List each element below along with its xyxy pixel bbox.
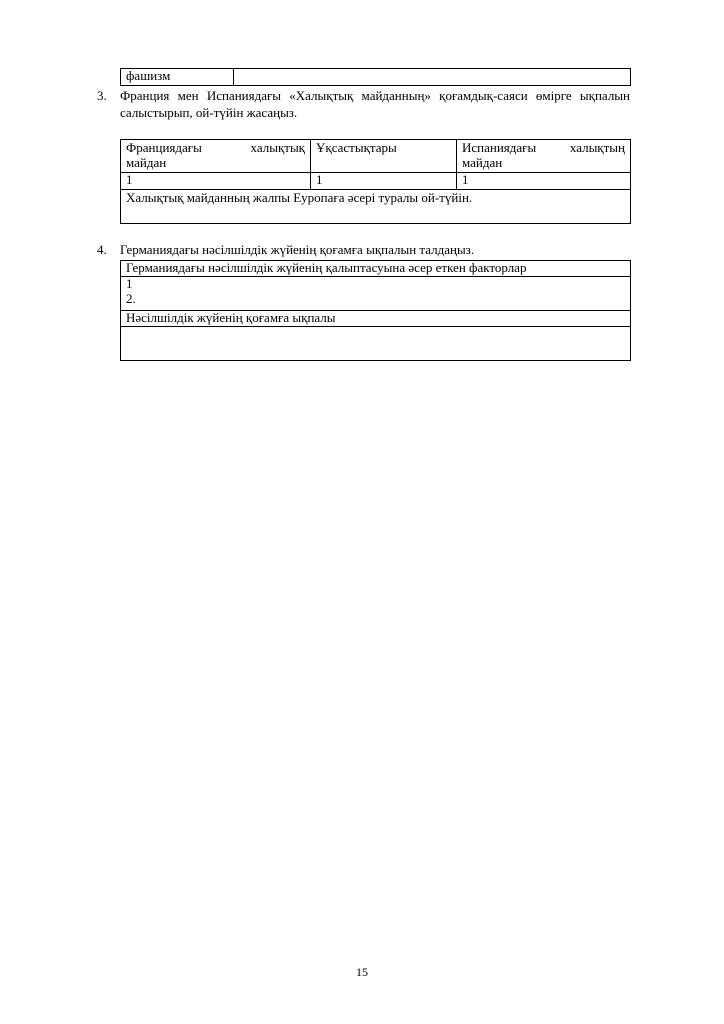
header-text: майдан: [462, 154, 503, 170]
table-header-row: [121, 261, 631, 277]
question-number: 4.: [97, 242, 107, 257]
table-row: [121, 173, 631, 190]
question-line: салыстырып, ой-түйін жасаңыз.: [120, 104, 298, 120]
question-text: Германиядағы нәсілшілдік жүйенің қоғамға ықпалын талдаңыз.: [120, 242, 475, 257]
question-line: Франция мен Испаниядағы «Халықтық майданның» қоғамдық-саяси өмірге ықпалын: [120, 88, 630, 103]
table-row: [121, 277, 631, 311]
header-text: Испаниядағы: [462, 140, 537, 155]
factors-header-cell: Германиядағы нәсілшілдік жүйенің қалыптасуына әсер еткен факторлар: [121, 261, 631, 277]
table-row: [121, 69, 631, 86]
list-item: 2.: [126, 290, 136, 306]
table-cell: фашизм: [121, 69, 234, 86]
popular-front-table: [120, 139, 631, 224]
fascism-table: [120, 68, 631, 86]
question-text: [120, 89, 630, 121]
table-cell: 1: [121, 173, 311, 190]
header-text: Ұқсастықтары: [316, 140, 397, 155]
table-row: [121, 190, 631, 224]
question-number: 3.: [97, 88, 107, 103]
table-row: [121, 327, 631, 361]
impact-header-cell: Нәсілшілдік жүйенің қоғамға ықпалы: [121, 311, 631, 327]
list-item: 1: [126, 276, 133, 291]
table-header-row: [121, 140, 631, 173]
factors-list-cell: [121, 277, 631, 311]
header-cell-similarities: [311, 140, 457, 173]
table-header-row: [121, 311, 631, 327]
table-cell: 1: [311, 173, 457, 190]
table-cell: [234, 69, 631, 86]
conclusion-cell: Халықтық майданның жалпы Еуропаға әсері туралы ой-түйін.: [121, 190, 631, 224]
header-text: Франциядағы: [126, 140, 202, 155]
header-text: майдан: [126, 154, 167, 170]
table-cell: 1: [457, 173, 631, 190]
racism-table: [120, 260, 631, 361]
page-number: 15: [356, 965, 368, 979]
impact-answer-cell: [121, 327, 631, 361]
header-cell-france: [121, 140, 311, 173]
header-text: халықтық: [250, 140, 305, 155]
header-cell-spain: [457, 140, 631, 173]
header-text: халықтың: [569, 140, 625, 155]
